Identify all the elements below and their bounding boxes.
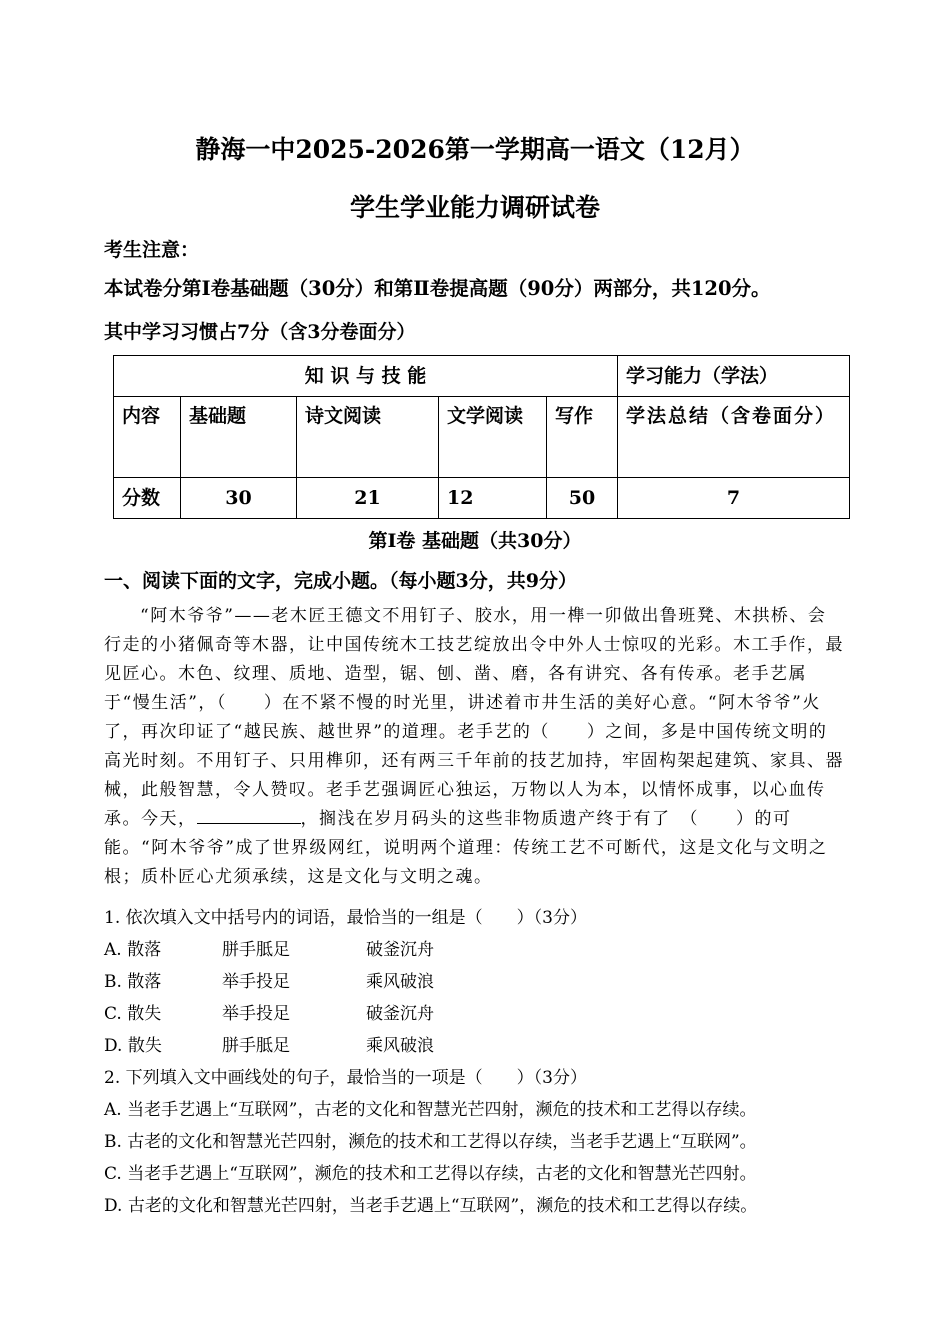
notice-label: 考生注意： bbox=[104, 239, 200, 261]
notice-line-2: 其中学习习惯占7分（含3分卷面分） bbox=[104, 321, 416, 343]
option-word-2: 胼手胝足 bbox=[222, 940, 290, 960]
table-col-writing: 写作 bbox=[547, 397, 618, 478]
option-word-3: 破釜沉舟 bbox=[366, 940, 434, 960]
table-score-literature: 12 bbox=[439, 478, 547, 519]
option-label: B. 散落 bbox=[104, 972, 162, 992]
option-label: C. 散失 bbox=[104, 1004, 162, 1024]
question-1-stem: 1. 依次填入文中括号内的词语，最恰当的一组是（ ）（3分） bbox=[104, 908, 587, 928]
table-score-poetry: 21 bbox=[297, 478, 439, 519]
question-1-option-d bbox=[104, 1031, 434, 1056]
table-score-basic: 30 bbox=[181, 478, 297, 519]
table-score-writing: 50 bbox=[547, 478, 618, 519]
option-word-2: 举手投足 bbox=[222, 972, 290, 992]
option-label: A. 散落 bbox=[104, 940, 162, 960]
table-row-label-score: 分数 bbox=[114, 478, 181, 519]
table-group-knowledge: 知 识 与 技 能 bbox=[114, 356, 618, 397]
table-row-label-content: 内容 bbox=[114, 397, 181, 478]
table-col-poetry: 诗文阅读 bbox=[297, 397, 439, 478]
question-1-option-a bbox=[104, 935, 434, 960]
part-title: 一、阅读下面的文字，完成小题。（每小题3分，共9分） bbox=[104, 570, 577, 592]
section-heading: 第Ⅰ卷 基础题（共30分） bbox=[368, 530, 582, 552]
option-word-3: 乘风破浪 bbox=[366, 1036, 434, 1056]
option-word-3: 破釜沉舟 bbox=[366, 1004, 434, 1024]
question-2-option-a: A. 当老手艺遇上“互联网”，古老的文化和智慧光芒四射，濒危的技术和工艺得以存续。 bbox=[104, 1100, 757, 1120]
table-col-method: 学法总结（含卷面分） bbox=[618, 397, 850, 478]
answer-blank-line bbox=[197, 805, 301, 824]
reading-passage bbox=[104, 602, 844, 892]
exam-subtitle: 学生学业能力调研试卷 bbox=[349, 193, 600, 222]
option-word-2: 举手投足 bbox=[222, 1004, 290, 1024]
question-1-option-b bbox=[104, 967, 434, 992]
option-label: D. 散失 bbox=[104, 1036, 162, 1056]
option-word-3: 乘风破浪 bbox=[366, 972, 434, 992]
table-score-method: 7 bbox=[618, 478, 850, 519]
question-2-stem: 2. 下列填入文中画线处的句子，最恰当的一项是（ ）（3分） bbox=[104, 1068, 587, 1088]
table-group-ability: 学习能力（学法） bbox=[618, 356, 850, 397]
score-table bbox=[113, 355, 850, 519]
table-col-literature: 文学阅读 bbox=[439, 397, 547, 478]
passage-text-a: “阿木爷爷”——老木匠王德文不用钉子、胶水，用一榫一卯做出鲁班凳、木拱桥、会行走的小猪佩奇等木器，让中国传统木工技艺绽放出令中外人士惊叹的光彩。木工手作，最见匠心。木色、纹理、质地、造型，锯、刨、凿、磨，各有讲究、各有传承。老手艺属于“慢生活”，（ ）在不紧不慢的时光里，讲述着市井生活的美好心意。“阿木爷爷”火了，再次印证了“越民族、越世界”的道理。老手艺的（ ）之间，多是中国传统文明的高光时刻。不用钉子、只用榫卯，还有两三千年前的技艺加持，牢固构架起建筑、家具、器械，此般智慧，令人赞叹。老手艺强调匠心独运，万物以人为本，以情怀成事，以心血传承。今天， bbox=[104, 606, 844, 829]
question-2-option-d: D. 古老的文化和智慧光芒四射，当老手艺遇上“互联网”，濒危的技术和工艺得以存续。 bbox=[104, 1196, 758, 1216]
notice-line-1: 本试卷分第Ⅰ卷基础题（30分）和第Ⅱ卷提高题（90分）两部分，共120分。 bbox=[104, 277, 771, 300]
question-2-option-c: C. 当老手艺遇上“互联网”，濒危的技术和工艺得以存续，古老的文化和智慧光芒四射。 bbox=[104, 1164, 757, 1184]
option-word-2: 胼手胝足 bbox=[222, 1036, 290, 1056]
passage-text-b: ，搁浅在岁月码头的这些非物质遗产终于有了 （ ）的可能。“阿木爷爷”成了世界级网红，说明两个道理：传统工艺不可断代，这是文化与文明之根；质朴匠心尤须承续，这是文化与文明之魂。 bbox=[104, 809, 828, 887]
table-col-basic: 基础题 bbox=[181, 397, 297, 478]
exam-title: 静海一中2025-2026第一学期高一语文（12月） bbox=[195, 135, 755, 164]
question-2-option-b: B. 古老的文化和智慧光芒四射，濒危的技术和工艺得以存续，当老手艺遇上“互联网”。 bbox=[104, 1132, 757, 1152]
question-1-option-c bbox=[104, 999, 434, 1024]
